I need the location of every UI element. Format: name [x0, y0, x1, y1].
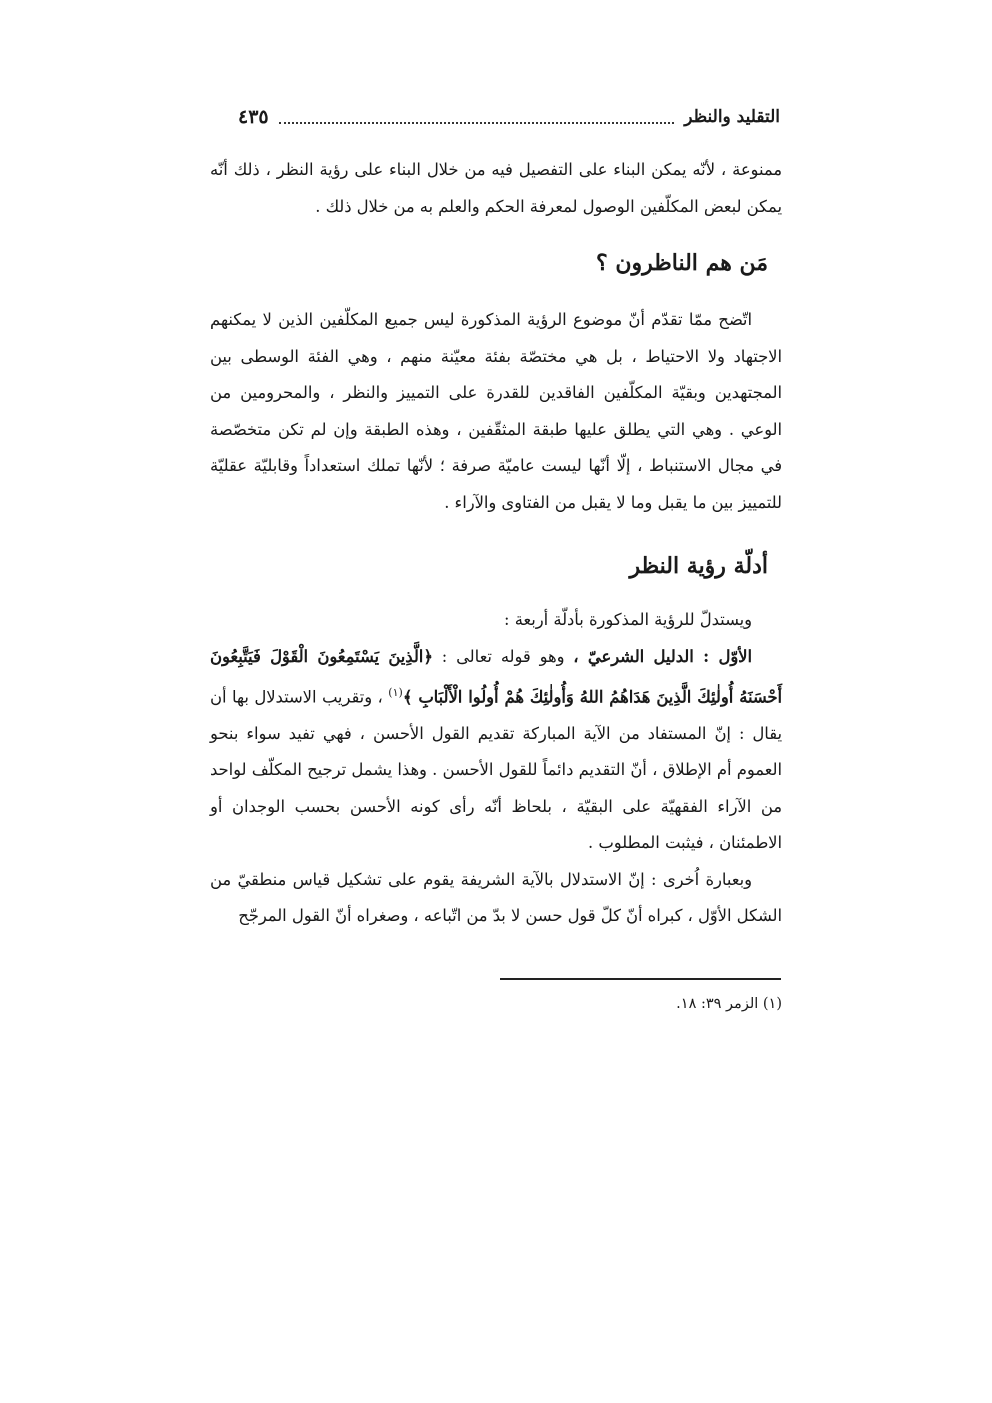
footnote-reference-mark: (١) — [388, 686, 403, 699]
footnote-separator — [500, 978, 781, 980]
section1-paragraph: اتّضح ممّا تقدّم أنّ موضوع الرؤية المذكورة ليس جميع المكلّفين الذين لا يمكنهم الاجتهاد ولا الاحتياط ، بل هي مختصّة بفئة معيّنة منهم ، وهي الفئة الوسطى بين المجتهدين وبقيّة المكلّفين الفاقدين للقدرة على التمييز والنظر ، والمحرومين من الوعي . وهي التي يطلق عليها طبقة المثقّفين ، وهذه الطبقة وإن لم تكن متخصّصة في مجال الاستنباط ، إلّا أنّها ليست عاميّة صرفة ؛ لأنّها تملك استعداداً وقابليّة عقليّة للتمييز بين ما يقبل وما لا يقبل من الفتاوى والآراء . — [210, 310, 782, 512]
first-evidence-explanation: ، وتقريب الاستدلال بها أن يقال : إنّ المستفاد من الآية المباركة تقديم القول الأحسن ، فهي تفيد سواء بنحو العموم أم الإطلاق ، أنّ التقديم دائماً للقول الأحسن . وهذا يشمل ترجيح المكلّف لواحد من الآراء الفقهيّة على البقيّة ، بلحاظ أنّه رأى كونه الأحسن بحسب الوجدان أو الاطمئنان ، فيثبت المطلوب . — [210, 687, 782, 853]
section1-paragraph-block — [210, 302, 782, 521]
heading-who-are-the-observers: مَن هم الناظرون ؟ — [595, 250, 768, 276]
header-section-title: التقليد والنظر — [684, 107, 780, 127]
in-other-words-paragraph: وبعبارة اُخرى : إنّ الاستدلال بالآية الشريفة يقوم على تشكيل قياس منطقيّ من الشكل الأوّل ، كبراه أنّ كلّ قول حسن لا بدّ من اتّباعه ، وصغراه أنّ القول المرجّح — [210, 869, 782, 926]
intro-paragraph: ممنوعة ، لأنّه يمكن البناء على التفصيل فيه من خلال البناء على رؤية النظر ، ذلك أنّه يمكن لبعض المكلّفين الوصول لمعرفة الحكم والعلم به من خلال ذلك . — [210, 160, 782, 216]
first-evidence-before-quote: وهو قوله تعالى : — [432, 646, 574, 666]
quran-verse: ﴿الَّذِينَ يَسْتَمِعُونَ الْقَوْلَ فَيَتَّبِعُونَ أَحْسَنَهُ أُولٰئِكَ الَّذِينَ هَدَاهُمُ اللهُ وَأُولٰئِكَ هُمْ أُولُوا الْأَلْبَابِ ﴾ — [210, 646, 782, 707]
section2-block — [210, 602, 782, 935]
evidence-intro-line: ويستدلّ للرؤية المذكورة بأدلّة أربعة : — [504, 610, 752, 629]
running-header — [238, 102, 780, 132]
first-evidence-lead: الأوّل : الدليل الشرعيّ ، — [573, 646, 752, 666]
heading-evidence-of-view: أدلّة رؤية النظر — [629, 553, 768, 579]
page-number: ٤٣٥ — [238, 106, 269, 128]
first-evidence-paragraph — [210, 639, 782, 862]
intro-paragraph-block — [210, 152, 782, 225]
header-dotted-leader — [279, 122, 675, 124]
footnote: (١) الزمر ٣٩: ١٨. — [676, 996, 782, 1012]
